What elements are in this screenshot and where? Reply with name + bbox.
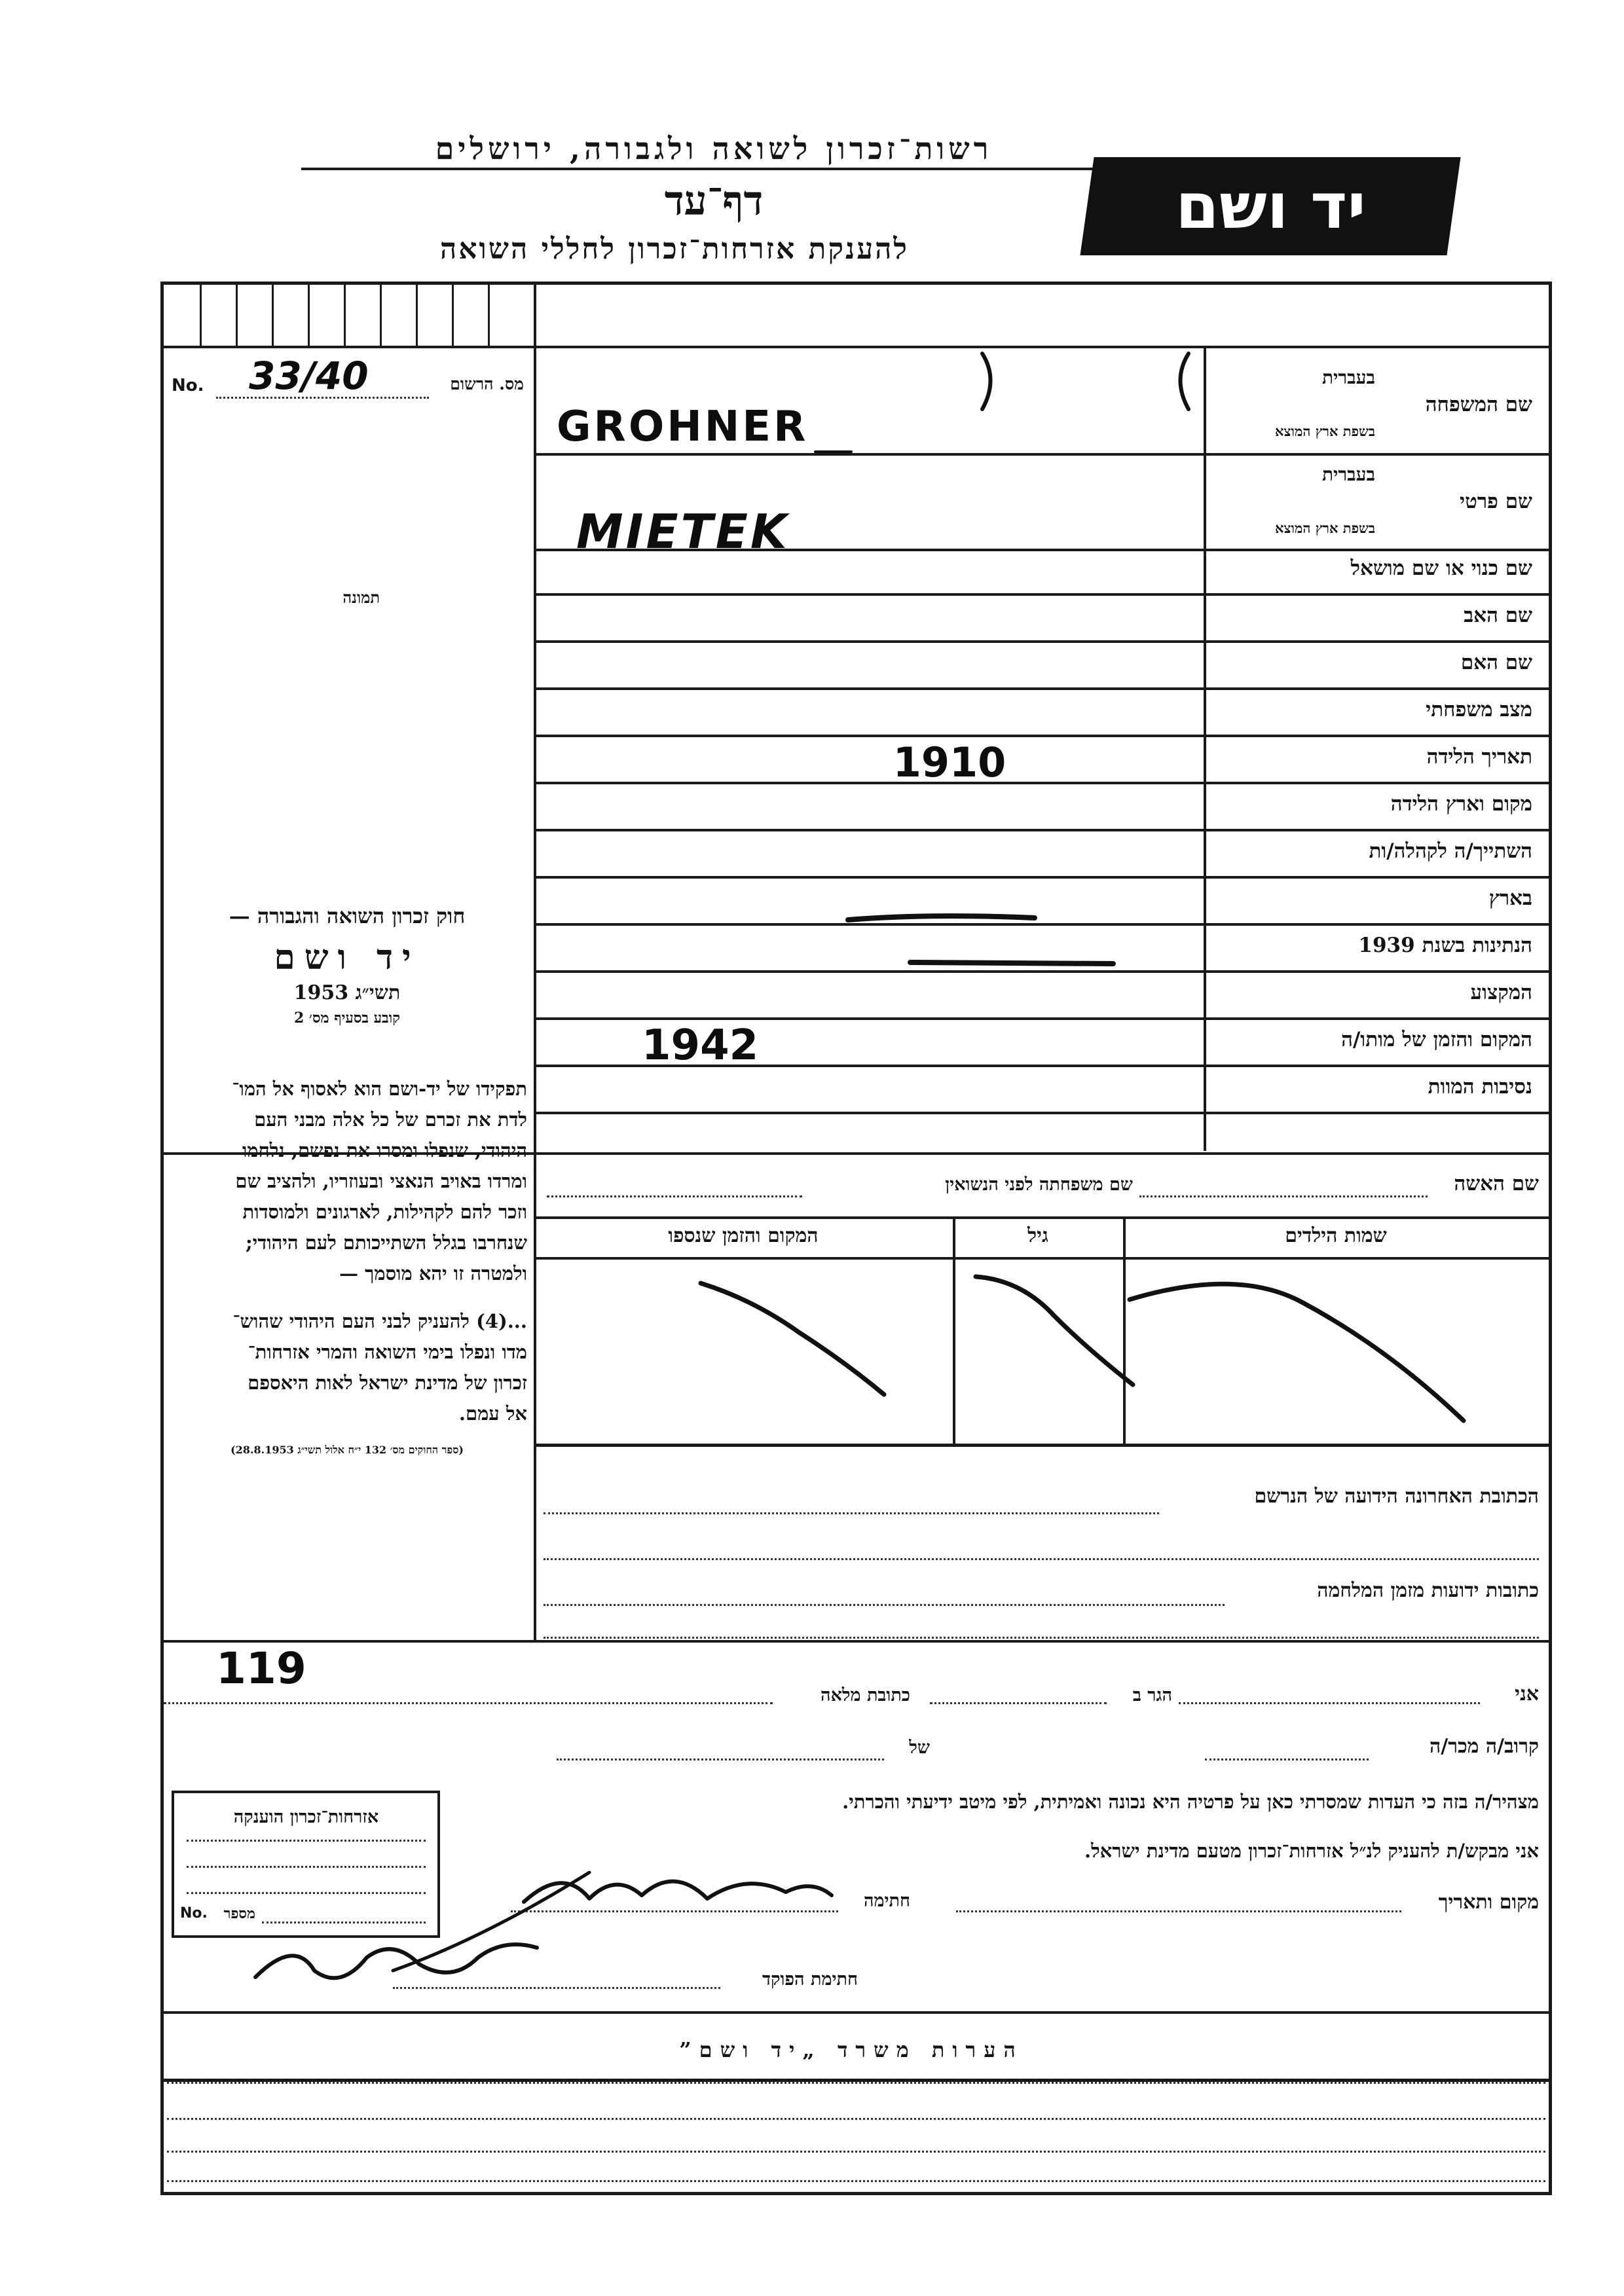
relation-label: קרוב/ה מכר/ה bbox=[1430, 1735, 1539, 1758]
marital-label: מצב משפחתי bbox=[1426, 698, 1532, 721]
citizenship-box-title: אזרחות־זכרון הוענקה bbox=[233, 1807, 379, 1827]
family-name-latin-value: GROHNER bbox=[557, 403, 809, 451]
law-line: ולמטרה זו יהא מוסמך — bbox=[339, 1262, 527, 1285]
mother-label: שם האם bbox=[1460, 651, 1532, 674]
wife-label: שם האשה bbox=[1454, 1172, 1539, 1195]
authority-line: רשות־זכרון לשואה ולגבורה, ירושלים bbox=[435, 131, 993, 166]
paren-mark bbox=[1181, 354, 1189, 409]
declaration-request: אני מבקש/ת להעניק לנ״ל אזרחות־זכרון מטעם מדינת ישראל. bbox=[1084, 1840, 1539, 1862]
country-dash bbox=[848, 916, 1035, 920]
first-name-label: שם פרטי bbox=[1459, 490, 1532, 513]
signer-address-number: 119 bbox=[216, 1643, 306, 1694]
wife-maiden-label: שם משפחתה לפני הנשואין bbox=[945, 1175, 1133, 1195]
community-label: השתייך/ה לקהלה/ות bbox=[1369, 839, 1532, 863]
family-origin-label: בשפת ארץ המוצא bbox=[1275, 423, 1375, 439]
nickname-label: שם כנוי או שם מושאל bbox=[1350, 556, 1532, 580]
children-strike bbox=[1130, 1284, 1464, 1421]
place-date-label: מקום ותאריך bbox=[1438, 1891, 1539, 1914]
death-place-label: המקום והזמן של מותו/ה bbox=[1341, 1028, 1532, 1051]
full-address-label: כתובת מלאה bbox=[821, 1685, 910, 1705]
registration-value: 33/40 bbox=[249, 354, 369, 398]
of-label: של bbox=[909, 1738, 930, 1758]
first-origin-label: בשפת ארץ המוצא bbox=[1275, 520, 1375, 536]
war-address-label: כתובות ידועות מזמן המלחמה bbox=[1317, 1579, 1539, 1602]
family-name-label: שם המשפחה bbox=[1425, 393, 1532, 416]
law-line: לדת את זכרם של כל אלה מבני העם bbox=[254, 1108, 527, 1131]
logo-text: יד ושם bbox=[1175, 170, 1366, 243]
photo-label: תמונה bbox=[342, 588, 380, 607]
officer-signature-stroke bbox=[255, 1944, 537, 1978]
family-hebrew-label: בעברית bbox=[1321, 367, 1375, 388]
paren-mark bbox=[982, 354, 991, 409]
officer-signature-label: חתימת הפוקד bbox=[762, 1969, 858, 1990]
resides-label: הגר ב bbox=[1132, 1685, 1172, 1705]
law-line: תפקידו של יד-ושם הוא לאסוף אל המו־ bbox=[232, 1078, 527, 1100]
first-hebrew-label: בעברית bbox=[1321, 464, 1375, 485]
citizenship-no-label: No. bbox=[180, 1905, 208, 1922]
death-circumstances-label: נסיבות המוות bbox=[1428, 1075, 1532, 1099]
law-clause: קובע בסעיף מס׳ 2 bbox=[293, 1010, 401, 1027]
death-place-value: 1942 bbox=[642, 1021, 759, 1070]
law-line: ומרדו באויב הנאצי ובעוזריו, ולהציב שם bbox=[235, 1170, 527, 1192]
law-title: חוק זכרון השואה והגבורה — bbox=[229, 903, 466, 928]
declaration-statement: מצהיר/ה בזה כי העדות שמסרתי כאן על פרטיה היא נכונה ואמיתית, לפי מיטב ידיעתי והכרתי. bbox=[842, 1791, 1539, 1813]
first-name-latin-value: MIETEK bbox=[576, 504, 790, 559]
signature-label: חתימה bbox=[863, 1891, 910, 1911]
children-age-header: גיל bbox=[1027, 1224, 1048, 1247]
officer-signature-tail bbox=[393, 1872, 589, 1971]
law-line: וזכר להם לקהילות, לארגונים ולמוסדות bbox=[242, 1201, 527, 1223]
law-year: תשי״ג 1953 bbox=[293, 981, 401, 1004]
age-strike bbox=[976, 1277, 1133, 1385]
country-label: בארץ bbox=[1488, 886, 1532, 910]
registration-label: מס. הרשום bbox=[450, 374, 524, 393]
citizenship-dash bbox=[910, 962, 1113, 964]
law-line: שנחרבו בגלל השתייכותם לעם היהודי; bbox=[245, 1231, 527, 1254]
citizenship-label: הנתינות בשנת 1939 bbox=[1358, 934, 1532, 957]
law-line: ...(4) להעניק לבני העם היהודי שהוש־ bbox=[232, 1310, 527, 1332]
birth-date-value: 1910 bbox=[893, 738, 1006, 786]
birth-date-label: תאריך הלידה bbox=[1426, 745, 1532, 769]
birth-place-label: מקום וארץ הלידה bbox=[1390, 792, 1532, 816]
last-address-label: הכתובת האחרונה הידועה של הנרשם bbox=[1254, 1485, 1539, 1508]
place-strike bbox=[701, 1283, 884, 1394]
law-name: יד ושם bbox=[274, 938, 420, 977]
law-line: מדו ונפלו בימי השואה והמרי אזרחות־ bbox=[248, 1341, 527, 1363]
father-label: שם האב bbox=[1464, 604, 1532, 627]
declaration-ani: אני bbox=[1515, 1683, 1539, 1705]
form-subtitle: להענקת אזרחות־זכרון לחללי השואה bbox=[439, 232, 909, 266]
profession-label: המקצוע bbox=[1470, 981, 1532, 1004]
office-notes-title: הערות משרד „יד ושם” bbox=[679, 2037, 1024, 2062]
law-line: זכרון של מדינת ישראל לאות היאספם bbox=[248, 1372, 527, 1394]
citizenship-number-label: מספר bbox=[223, 1905, 255, 1922]
form-title: דף־עד bbox=[664, 177, 764, 225]
law-line: היהודי, שנפלו ומסרו את נפשם, נלחמו bbox=[242, 1139, 527, 1161]
law-footnote: (ספר החוקים מס׳ 132 י״ח אלול תשי״ג 28.8.1953) bbox=[231, 1444, 464, 1456]
law-line: אל עמם. bbox=[458, 1402, 527, 1425]
children-place-header: המקום והזמן שנספו bbox=[668, 1224, 819, 1247]
registration-no-label: No. bbox=[172, 376, 204, 395]
children-names-header: שמות הילדים bbox=[1285, 1224, 1387, 1247]
